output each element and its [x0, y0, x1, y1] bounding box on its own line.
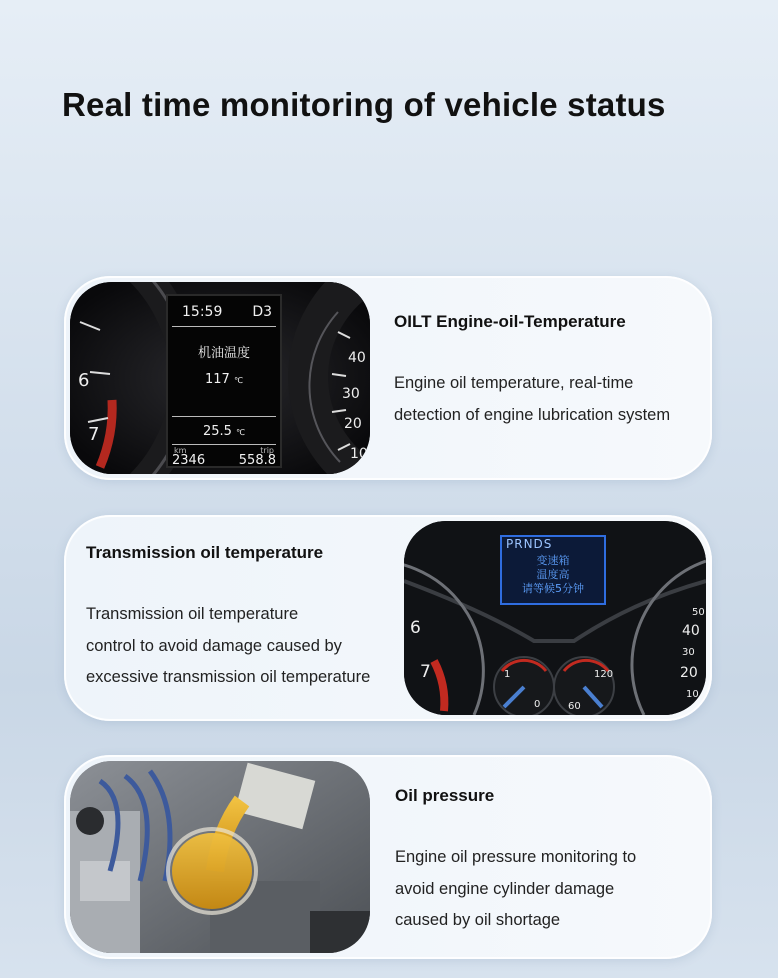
gauge-right-label: 40	[348, 350, 366, 366]
gauge-left-label: 7	[420, 662, 431, 682]
feature-card-oil-pressure	[64, 755, 712, 959]
temp-mark: 60	[568, 701, 581, 712]
gear-readout: D3	[252, 304, 272, 320]
prnds-indicator: PRNDS	[506, 537, 553, 551]
dashboard-photo-engine-oil	[70, 282, 370, 474]
warning-message: 变速箱 温度高 请等候5分钟	[522, 554, 584, 595]
multifunction-display	[166, 294, 282, 468]
trip-readout: 558.8	[238, 453, 276, 468]
dashboard-photo-transmission	[404, 521, 706, 715]
oil-temp-label: 机油温度	[197, 346, 250, 361]
card-heading: OILT Engine-oil-Temperature	[394, 312, 626, 331]
temp-mark: 120	[594, 669, 614, 680]
gauge-right-label: 20	[680, 665, 698, 681]
oil-temp-readout: 117 ℃	[205, 372, 243, 387]
outside-temp-readout: 25.5 ℃	[202, 424, 246, 439]
fuel-mark: 0	[534, 699, 541, 710]
card-description: Engine oil temperature, real-time detection of engine lubrication system	[394, 374, 671, 424]
card-heading: Oil pressure	[395, 786, 495, 805]
km-label: km	[174, 446, 187, 455]
gauge-right-label: 40	[682, 623, 700, 639]
gauge-right-label: 30	[682, 647, 695, 658]
transmission-warning-display	[500, 535, 606, 605]
clock-readout: 15:59	[182, 304, 223, 320]
card-description: Transmission oil temperature control to avoid damage caused by excessive transmission oil temperature	[86, 605, 371, 686]
gauge-left-label: 7	[88, 424, 100, 445]
feature-card-transmission-oil-temperature	[64, 515, 712, 721]
gauge-right-label: 50	[692, 607, 705, 618]
page-title: Real time monitoring of vehicle status	[62, 86, 666, 123]
odometer-readout: 2346	[172, 453, 206, 468]
engine-bay-photo	[70, 761, 370, 953]
gauge-right-label: 20	[344, 416, 362, 432]
trip-label: trip	[260, 446, 274, 455]
card-description: Engine oil pressure monitoring to avoid engine cylinder damage caused by oil shortage	[395, 848, 637, 929]
gauge-right-label: 10	[686, 689, 699, 700]
gauge-right-label: 30	[342, 386, 360, 402]
fuel-mark: 1	[504, 669, 511, 680]
card-heading: Transmission oil temperature	[86, 543, 324, 562]
gauge-left-label: 6	[78, 370, 90, 391]
gauge-right-label: 10	[350, 446, 368, 462]
engine-oil-pouring-graphic	[70, 761, 370, 953]
gauge-left-label: 6	[410, 618, 421, 638]
feature-card-engine-oil-temperature	[64, 276, 712, 480]
